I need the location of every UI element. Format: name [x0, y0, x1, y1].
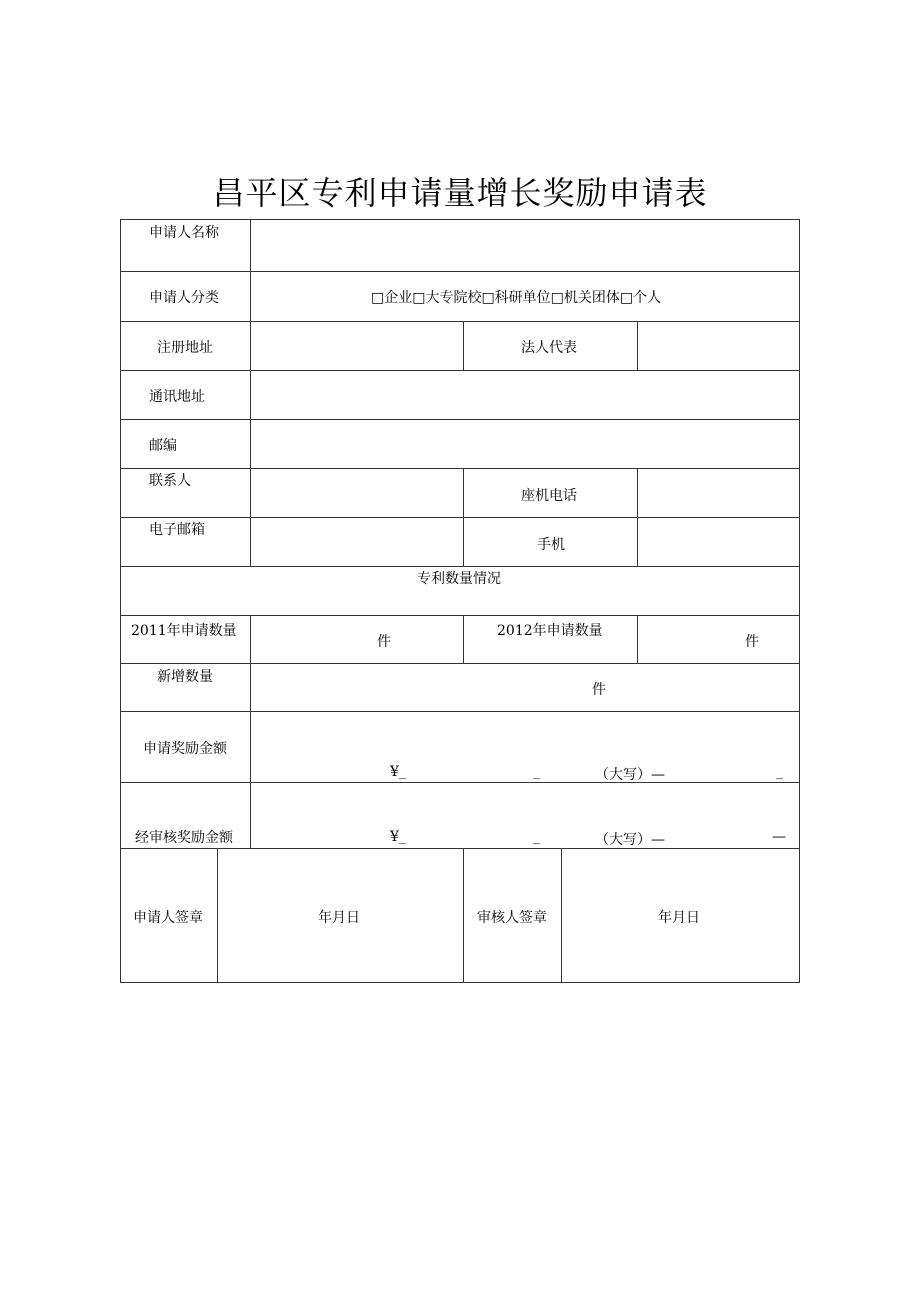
- requested-amount-end: _: [776, 764, 783, 780]
- apps-2012-label: 2012年申请数量: [497, 623, 603, 639]
- landline-label: 座机电话: [521, 488, 577, 504]
- mobile-field[interactable]: [637, 517, 800, 567]
- approved-amount-capital: （大写）—: [595, 832, 665, 848]
- applicant-type-checkboxes[interactable]: □企业□大专院校□科研单位□机关团体□个人: [371, 290, 662, 306]
- email-field[interactable]: [250, 517, 464, 567]
- contact-label: 联系人: [149, 473, 191, 489]
- new-count-unit: 件: [592, 682, 606, 698]
- new-count-label-cell: [120, 663, 251, 712]
- email-label: 电子邮箱: [149, 522, 205, 538]
- mobile-label-cell: [463, 517, 638, 567]
- requested-amount-field[interactable]: [250, 711, 800, 783]
- applicant-type-label: 申请人分类: [149, 290, 219, 306]
- reviewer-sign-field[interactable]: [561, 848, 800, 983]
- applicant-name-label: 申请人名称: [149, 225, 219, 241]
- page-title: 昌平区专利申请量增长奖励申请表: [212, 174, 708, 212]
- approved-amount-label: 经审核奖励金额: [135, 830, 233, 846]
- postcode-field[interactable]: [250, 419, 800, 469]
- approved-amount-blank: _: [533, 829, 540, 845]
- applicant-sign-label-cell: [120, 848, 218, 983]
- approved-amount-yen: ¥_: [390, 829, 406, 845]
- reg-address-label: 注册地址: [157, 340, 213, 356]
- approved-amount-label-cell: [120, 782, 251, 849]
- legal-rep-field[interactable]: [637, 321, 800, 371]
- new-count-field[interactable]: [250, 663, 800, 712]
- postcode-label-cell: [120, 419, 251, 469]
- approved-amount-field[interactable]: [250, 782, 800, 849]
- reviewer-sign-label: 审核人签章: [477, 910, 547, 926]
- applicant-sign-date: 年月日: [318, 910, 360, 926]
- mobile-label: 手机: [537, 537, 565, 553]
- new-count-label: 新增数量: [157, 669, 213, 685]
- apps-2011-label-cell: [120, 615, 251, 664]
- contact-label-cell: [120, 468, 251, 518]
- apps-2011-unit: 件: [377, 634, 391, 650]
- mail-address-label: 通讯地址: [149, 389, 205, 405]
- apps-2011-label: 2011年申请数量: [131, 623, 237, 639]
- apps-2012-field[interactable]: [637, 615, 800, 664]
- applicant-name-label-cell: [120, 219, 251, 272]
- email-label-cell: [120, 517, 251, 567]
- apps-2012-label-cell: [463, 615, 638, 664]
- requested-amount-yen: ¥_: [390, 764, 406, 780]
- reg-address-field[interactable]: [250, 321, 464, 371]
- patent-section-header: [120, 566, 800, 616]
- requested-amount-label: 申请奖励金额: [143, 741, 227, 757]
- applicant-type-label-cell: [120, 271, 251, 322]
- legal-rep-label: 法人代表: [521, 340, 577, 356]
- mail-address-field[interactable]: [250, 370, 800, 420]
- apps-2011-field[interactable]: [250, 615, 464, 664]
- patent-section-label: 专利数量情况: [417, 571, 501, 587]
- reg-address-label-cell: [120, 321, 251, 371]
- requested-amount-capital: （大写）—: [595, 767, 665, 783]
- approved-amount-end: —: [772, 829, 786, 845]
- applicant-name-field[interactable]: [250, 219, 800, 272]
- applicant-type-options-cell[interactable]: [250, 271, 800, 322]
- apps-2012-unit: 件: [745, 634, 759, 650]
- landline-label-cell: [463, 468, 638, 518]
- contact-field[interactable]: [250, 468, 464, 518]
- postcode-label: 邮编: [149, 438, 177, 454]
- mail-address-label-cell: [120, 370, 251, 420]
- reviewer-sign-date: 年月日: [658, 910, 700, 926]
- applicant-sign-label: 申请人签章: [133, 910, 203, 926]
- reviewer-sign-label-cell: [463, 848, 562, 983]
- requested-amount-label-cell: [120, 711, 251, 783]
- legal-rep-label-cell: [463, 321, 638, 371]
- landline-field[interactable]: [637, 468, 800, 518]
- requested-amount-blank: _: [533, 764, 540, 780]
- applicant-sign-field[interactable]: [217, 848, 464, 983]
